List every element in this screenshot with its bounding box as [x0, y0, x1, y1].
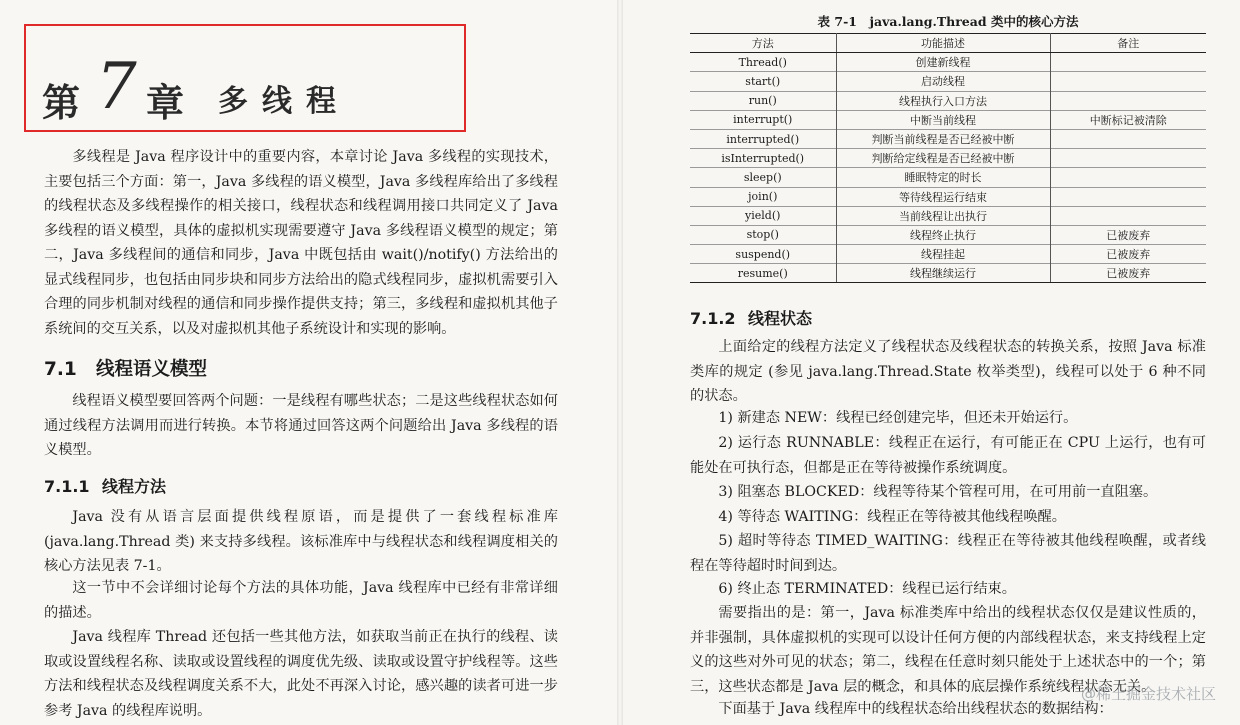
table-cell	[1050, 206, 1206, 225]
table-row	[690, 53, 1206, 72]
table-header-row	[690, 34, 1206, 53]
watermark: @稀土掘金技术社区	[1080, 685, 1216, 703]
table-row	[690, 245, 1206, 264]
table-cell	[1050, 168, 1206, 187]
table-row	[690, 206, 1206, 225]
table-cell	[1050, 129, 1206, 148]
table-cell: 当前线程让出执行	[836, 206, 1050, 225]
table-cell: 已被废弃	[1050, 245, 1206, 264]
table-cell: suspend()	[690, 245, 836, 264]
section-7-1-paragraph: 线程语义模型要回答两个问题：一是线程有哪些状态；二是这些线程状态如何通过线程方法调用而进行转换。本节将通过回答这两个问题给出 Java 多线程的语义模型。	[44, 393, 558, 458]
table-cell: interrupt()	[690, 110, 836, 129]
table-cell: yield()	[690, 206, 836, 225]
method-detail-paragraph: 这一节中不会详细讨论每个方法的具体功能，Java 线程库中已经有非常详细的描述。	[44, 580, 558, 621]
table-cell: 判断当前线程是否已经被中断	[836, 129, 1050, 148]
table-cell: 线程终止执行	[836, 225, 1050, 244]
thread-state-item: 4) 等待态 WAITING：线程正在等待被其他线程唤醒。	[718, 509, 1066, 525]
subsection-number: 7.1.1	[44, 477, 90, 496]
table-cell: Thread()	[690, 53, 836, 72]
table-row	[690, 149, 1206, 168]
thread-state-item: 3) 阻塞态 BLOCKED：线程等待某个管程可用，在可用前一直阻塞。	[718, 484, 1158, 500]
thread-state-item: 6) 终止态 TERMINATED：线程已运行结束。	[718, 581, 1016, 597]
table-cell: start()	[690, 72, 836, 91]
table-row	[690, 168, 1206, 187]
section-title: 线程语义模型	[96, 359, 208, 380]
table-cell: 判断给定线程是否已经被中断	[836, 149, 1050, 168]
state-notes-paragraph: 需要指出的是：第一，Java 标准类库中给出的线程状态仅仅是建议性质的，并非强制，具体虚拟机的实现可以设计任何方便的内部线程状态，来支持线程上定义的这些对外可见的状态；第二，线程在任意时刻只能处于上述状态中的一个；第三，这些状态都是 Java 层的概念，和具体的底层操作系统线程状态无关。	[690, 605, 1206, 695]
chapter-name: 多线程	[218, 84, 350, 119]
table-cell: 已被废弃	[1050, 225, 1206, 244]
subsection-title: 线程方法	[102, 477, 167, 496]
chapter-number: 7	[96, 50, 137, 124]
table-header-cell: 备注	[1050, 34, 1206, 53]
book-gutter	[617, 0, 623, 725]
table-cell: run()	[690, 91, 836, 110]
table-row	[690, 110, 1206, 129]
table-cell: 启动线程	[836, 72, 1050, 91]
table-cell: 线程挂起	[836, 245, 1050, 264]
table-cell	[1050, 149, 1206, 168]
table-row	[690, 91, 1206, 110]
table-cell: 线程继续运行	[836, 264, 1050, 283]
subsection-title: 线程状态	[748, 309, 813, 328]
table-header-cell: 功能描述	[836, 34, 1050, 53]
table-cell	[1050, 53, 1206, 72]
subsection-number: 7.1.2	[690, 309, 736, 328]
table-cell: join()	[690, 187, 836, 206]
thread-state-item: 5) 超时等待态 TIMED_WAITING：线程正在等待被其他线程唤醒，或者线程在等待超时时间到达。	[690, 533, 1206, 574]
thread-state-paragraph: 上面给定的线程方法定义了线程状态及线程状态的转换关系，按照 Java 标准类库的规定 (参见 java.lang.Thread.State 枚举类型)，线程可以处于 6 种不同的状态。	[690, 339, 1206, 404]
table-cell: isInterrupted()	[690, 149, 836, 168]
table-cell: 已被废弃	[1050, 264, 1206, 283]
table-cell: sleep()	[690, 168, 836, 187]
table-cell: stop()	[690, 225, 836, 244]
table-cell	[1050, 72, 1206, 91]
table-row	[690, 264, 1206, 283]
section-7-1-heading	[44, 355, 207, 381]
section-number: 7.1	[44, 359, 77, 380]
table-cell	[1050, 91, 1206, 110]
table-cell: 创建新线程	[836, 53, 1050, 72]
table-header-cell: 方法	[690, 34, 836, 53]
other-methods-paragraph: Java 线程库 Thread 还包括一些其他方法，如获取当前正在执行的线程、读取或设置线程名称、读取或设置线程的调度优先级、读取或设置守护线程等。这些方法和线程状态及线程调度关系不大，此处不再深入讨论，感兴趣的读者可进一步参考 Java 的线程库说明。	[44, 629, 558, 719]
data-structure-intro: 下面基于 Java 线程库中的线程状态给出线程状态的数据结构：	[718, 701, 1113, 717]
table-cell: 睡眠特定的时长	[836, 168, 1050, 187]
thread-state-item: 2) 运行态 RUNNABLE：线程正在运行，有可能正在 CPU 上运行，也有可能处在可执行态，但都是正在等待被操作系统调度。	[690, 435, 1206, 476]
table-cell: 中断标记被清除	[1050, 110, 1206, 129]
intro-paragraph: 多线程是 Java 程序设计中的重要内容，本章讨论 Java 多线程的实现技术，主要包括三个方面：第一，Java 多线程的语义模型，Java 多线程库给出了多线程的线程状态及多线程操作的相关接口，线程状态和线程调用接口共同定义了 Java 多线程的语义模型，具体的虚拟机实现需要遵守 Java 多线程语义模型的规定；第二，Java 多线程间的通信和同步，Java 中既包括由 wait()/notify() 方法给出的显式线程同步，也包括由同步块和同步方法给出的隐式线程同步，虚拟机需要引入合理的同步机制对线程的通信和同步操作提供支持；第三，多线程和虚拟机其他子系统间的交互关系，以及对虚拟机其他子系统设计和实现的影响。	[44, 149, 558, 337]
table-cell: 线程执行入口方法	[836, 91, 1050, 110]
table-row	[690, 72, 1206, 91]
thread-state-item: 1) 新建态 NEW：线程已经创建完毕，但还未开始运行。	[718, 410, 1078, 426]
table-cell	[1050, 187, 1206, 206]
table-row	[690, 187, 1206, 206]
thread-methods-paragraph: Java 没有从语言层面提供线程原语，而是提供了一套线程标准库 (java.lang.Thread 类) 来支持多线程。该标准库中与线程状态和线程调度相关的核心方法见表 7-1。	[44, 509, 558, 574]
section-7-1-1-heading	[44, 474, 166, 497]
core-methods-table	[690, 33, 1206, 283]
table-cell: 中断当前线程	[836, 110, 1050, 129]
table-cell: resume()	[690, 264, 836, 283]
section-7-1-2-heading	[690, 306, 812, 329]
table-cell: 等待线程运行结束	[836, 187, 1050, 206]
chapter-prefix: 第	[42, 80, 81, 125]
table-cell: interrupted()	[690, 129, 836, 148]
chapter-suffix: 章	[146, 80, 185, 125]
table-row	[690, 129, 1206, 148]
table-caption: 表 7-1 java.lang.Thread 类中的核心方法	[817, 14, 1079, 29]
table-row	[690, 225, 1206, 244]
